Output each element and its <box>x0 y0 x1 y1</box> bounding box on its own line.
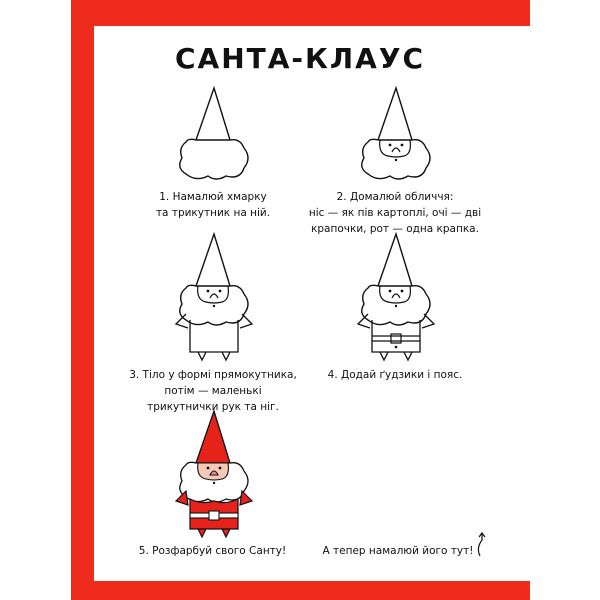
mouth <box>395 159 397 161</box>
arrow-up-icon <box>474 530 488 558</box>
step-2-drawing <box>350 82 440 182</box>
hat-red <box>196 411 230 463</box>
step-5-drawing <box>168 405 258 540</box>
legs-red <box>198 529 230 537</box>
belt-buckle <box>209 511 219 520</box>
step-4-caption: 4. Додай ґудзики і пояс. <box>327 369 463 381</box>
nose <box>392 148 400 152</box>
coat-button <box>395 346 398 349</box>
step-1-caption: 1. Намалюй хмарку та трикутник на ній. <box>155 191 271 219</box>
hat-triangle <box>196 234 230 286</box>
belt-buckle <box>391 334 401 343</box>
step-3-drawing <box>168 228 258 363</box>
belt <box>372 336 420 341</box>
step-2-caption: 2. Домалюй обличчя: ніс — як пів картоплі, очі — дві крапочки, рот — одна крапка. <box>308 191 482 235</box>
legs <box>198 352 230 360</box>
hat-triangle <box>378 88 412 140</box>
step-5-caption: 5. Розфарбуй свого Санту! <box>138 545 287 557</box>
step-4-drawing <box>350 228 440 363</box>
hat-triangle <box>196 88 230 140</box>
right-eye <box>401 144 404 147</box>
step-3-caption: 3. Тіло у формі прямокутника, потім — маленькі трикутнички рук та ніг. <box>129 369 297 413</box>
beard-cloud <box>180 139 248 179</box>
right-arm <box>240 314 252 328</box>
page-sheet <box>94 26 530 581</box>
page-title: САНТА-КЛАУС <box>175 42 425 75</box>
left-eye <box>389 144 392 147</box>
draw-here-prompt: А тепер намалюй його тут! <box>322 545 474 557</box>
step-1-drawing <box>168 82 258 182</box>
right-arm-red <box>240 491 252 505</box>
